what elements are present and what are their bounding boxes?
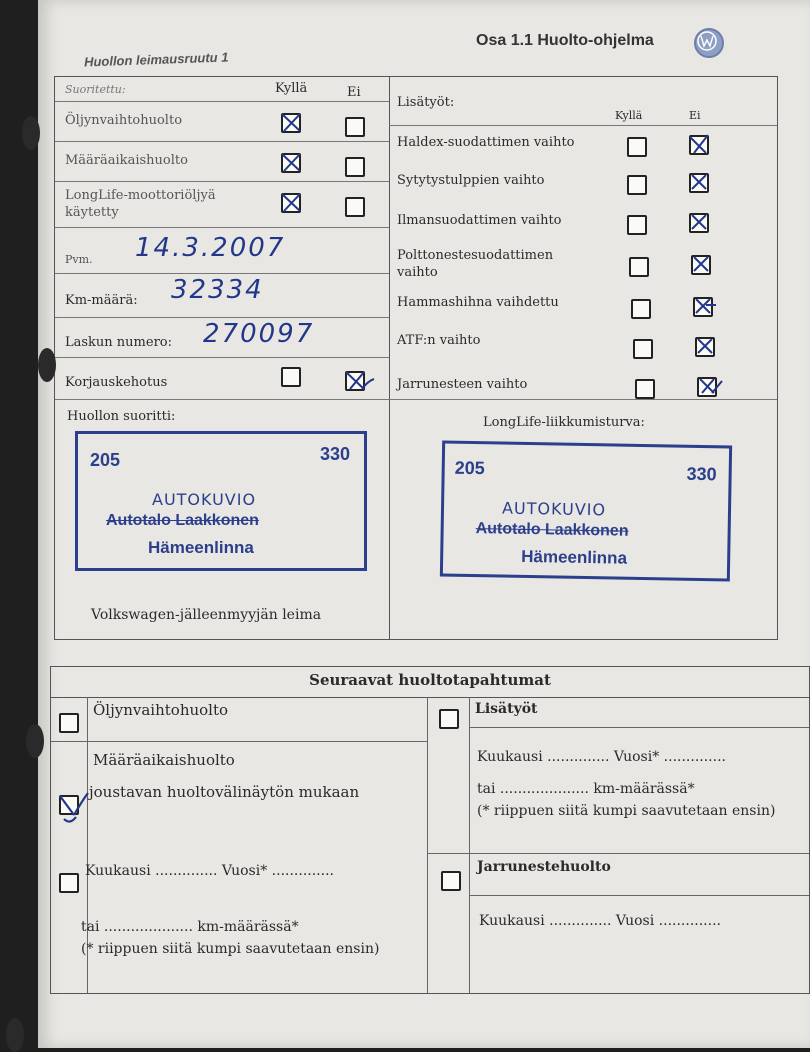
stamp-left-number-2: 330	[319, 444, 350, 464]
extra-work-label: Lisätyöt	[475, 701, 538, 717]
repair-label: Korjauskehotus	[65, 375, 168, 390]
air-filter-no-checkbox[interactable]	[689, 213, 709, 233]
row-oil-change-label: Öljynvaihtohuolto	[65, 113, 183, 128]
binding-hole	[26, 724, 44, 758]
extra-work-title: Lisätyöt:	[397, 95, 455, 110]
fuel-filter-yes-checkbox[interactable]	[629, 257, 649, 277]
stamp-right-struck: Autotalo Laakkonen	[475, 520, 629, 540]
binding-hole	[38, 348, 56, 382]
brake-fluid-no-checkbox[interactable]	[697, 377, 717, 397]
periodic-service-label: Määräaikaishuolto	[93, 751, 235, 769]
km-value[interactable]: 32334	[171, 275, 264, 305]
yes-header: Kyllä	[275, 81, 308, 96]
stamp-right-number-1: 205	[454, 457, 485, 479]
oil-service-label: Öljynvaihtohuolto	[93, 701, 229, 719]
oil-change-yes-checkbox[interactable]	[281, 113, 301, 133]
extra-month-year-line: Kuukausi .............. Vuosi* ..............	[477, 749, 726, 765]
no-header: Ei	[347, 85, 361, 100]
row-periodic-label: Määräaikaishuolto	[65, 153, 188, 168]
dealer-stamp-label: Volkswagen-jälleenmyyjän leima	[91, 607, 322, 623]
spark-plug-label: Sytytystulppien vaihto	[397, 173, 545, 188]
dealer-stamp-right	[440, 440, 732, 581]
date-value[interactable]: 14.3.2007	[135, 233, 286, 263]
haldex-label: Haldex-suodattimen vaihto	[397, 135, 575, 150]
stamp-box-title: Huollon leimausruutu 1	[83, 49, 229, 70]
air-filter-yes-checkbox[interactable]	[627, 215, 647, 235]
longlife-yes-checkbox[interactable]	[281, 193, 301, 213]
periodic-yes-checkbox[interactable]	[281, 153, 301, 173]
extra-yes-header: Kyllä	[615, 109, 643, 122]
stamp-right-handwritten: AUTOKUVIO	[501, 498, 607, 520]
spark-plug-no-checkbox[interactable]	[689, 173, 709, 193]
atf-label: ATF:n vaihto	[397, 333, 481, 348]
performed-header: Suoritettu:	[65, 83, 126, 96]
date-label: Pvm.	[65, 253, 93, 266]
atf-yes-checkbox[interactable]	[633, 339, 653, 359]
longlife-no-checkbox[interactable]	[345, 197, 365, 217]
binding-hole	[22, 116, 40, 150]
repair-no-checkbox[interactable]	[345, 371, 365, 391]
brake-fluid-label: Jarrunesteen vaihto	[397, 377, 528, 392]
flexible-interval-label: joustavan huoltovälinäytön mukaan	[89, 783, 360, 801]
extra-no-header: Ei	[689, 109, 701, 122]
timing-belt-yes-checkbox[interactable]	[631, 299, 651, 319]
stamp-right-number-2: 330	[686, 463, 717, 485]
month-year-line: Kuukausi .............. Vuosi* ..............	[85, 863, 334, 879]
periodic-no-checkbox[interactable]	[345, 157, 365, 177]
stamp-left-number-1: 205	[90, 450, 121, 470]
fuel-filter-no-checkbox[interactable]	[691, 255, 711, 275]
oil-service-checkbox[interactable]	[59, 713, 79, 733]
next-services-form	[50, 666, 810, 994]
longlife-mobility-label: LongLife-liikkumisturva:	[483, 415, 645, 430]
brake-fluid-yes-checkbox[interactable]	[635, 379, 655, 399]
stamp-left-handwritten: AUTOKUVIO	[152, 490, 257, 509]
oil-change-no-checkbox[interactable]	[345, 117, 365, 137]
extra-work-checkbox[interactable]	[439, 709, 459, 729]
spark-plug-yes-checkbox[interactable]	[627, 175, 647, 195]
haldex-yes-checkbox[interactable]	[627, 137, 647, 157]
repair-yes-checkbox[interactable]	[281, 367, 301, 387]
haldex-no-checkbox[interactable]	[689, 135, 709, 155]
binding-hole	[6, 1018, 24, 1052]
invoice-value[interactable]: 270097	[203, 319, 315, 349]
air-filter-label: Ilmansuodattimen vaihto	[397, 213, 562, 228]
dealer-stamp-left	[75, 431, 367, 571]
km-line: tai .................... km-määrässä*	[81, 919, 299, 935]
month-year-checkbox[interactable]	[59, 873, 79, 893]
page-section-title: Osa 1.1 Huolto-ohjelma	[476, 32, 654, 49]
reached-first-note: (* riippuen siitä kumpi saavutetaan ensin)	[81, 941, 380, 957]
service-book-page	[38, 0, 810, 1048]
brake-service-checkbox[interactable]	[441, 871, 461, 891]
stamp-left-city: Hämeenlinna	[148, 538, 254, 557]
extra-km-line: tai .................... km-määrässä*	[477, 781, 695, 797]
timing-belt-no-checkbox[interactable]	[693, 297, 713, 317]
service-stamp-form	[54, 76, 778, 640]
row-longlife-label: LongLife-moottoriöljyä käytetty	[65, 188, 216, 220]
stamp-right-city: Hämeenlinna	[521, 546, 628, 568]
atf-no-checkbox[interactable]	[695, 337, 715, 357]
km-label: Km-määrä:	[65, 293, 138, 308]
extra-reached-first-note: (* riippuen siitä kumpi saavutetaan ensin)	[477, 803, 776, 819]
timing-belt-label: Hammashihna vaihdettu	[397, 295, 559, 310]
brake-month-year-line: Kuukausi .............. Vuosi ..............	[479, 913, 721, 929]
invoice-label: Laskun numero:	[65, 335, 172, 350]
flexible-interval-checkbox[interactable]	[59, 795, 79, 815]
stamp-left-struck: Autotalo Laakkonen	[106, 512, 259, 529]
performer-label: Huollon suoritti:	[67, 409, 176, 424]
brake-service-label: Jarrunestehuolto	[477, 859, 611, 875]
fuel-filter-label: Polttonestesuodattimen vaihto	[397, 248, 554, 280]
vw-logo-icon	[694, 28, 724, 58]
next-services-title: Seuraavat huoltotapahtumat	[309, 671, 551, 689]
